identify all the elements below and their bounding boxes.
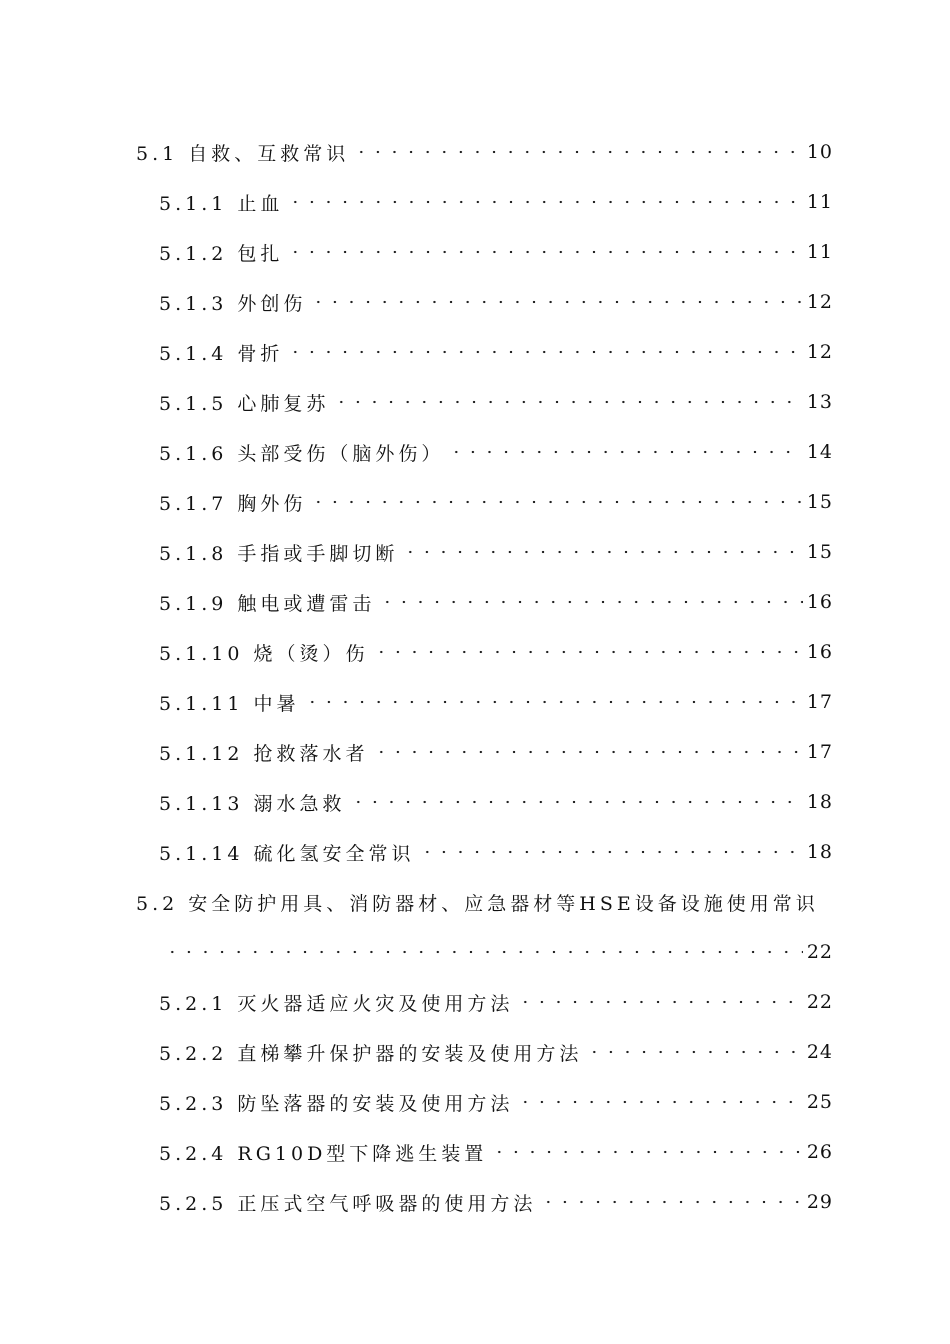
toc-entry-page: 14: [806, 441, 833, 463]
toc-entry[interactable]: [0, 1027, 950, 1077]
toc-entry[interactable]: [0, 527, 950, 577]
toc-entry-number: 5.1.14: [159, 842, 244, 865]
dot-leader: [517, 1100, 802, 1104]
toc-entry-text: 防坠落器的安装及使用方法: [237, 1092, 514, 1115]
toc-entry-page: 12: [806, 291, 833, 313]
dot-leader: [287, 200, 802, 204]
toc-entry-title: [159, 189, 285, 216]
toc-entry[interactable]: [0, 377, 950, 427]
toc-entry-text: 硫化氢安全常识: [253, 842, 415, 865]
toc-entry-title: [159, 339, 285, 366]
dot-leader: [517, 1000, 802, 1004]
toc-entry[interactable]: [0, 427, 950, 477]
toc-entry-number: 5.1.2: [159, 242, 228, 265]
toc-entry[interactable]: [0, 877, 950, 927]
toc-entry[interactable]: [0, 827, 950, 877]
toc-entry-text: 头部受伤（脑外伤）: [237, 442, 445, 465]
toc-entry-text: RG10D型下降逃生装置: [237, 1142, 488, 1165]
toc-entry-number: 5.1.4: [159, 342, 228, 365]
toc-entry-number: 5.1.3: [159, 292, 228, 315]
toc-entry-title: [159, 639, 371, 666]
toc-entry-title: [159, 589, 377, 616]
toc-entry-continuation[interactable]: [0, 927, 950, 977]
toc-entry-text: 包扎: [237, 242, 284, 265]
toc-entry[interactable]: [0, 977, 950, 1027]
toc-entry-text: 心肺复苏: [237, 392, 330, 415]
toc-entry[interactable]: [0, 627, 950, 677]
toc-entry-page: 15: [806, 491, 833, 513]
toc-entry-text: 溺水急救: [253, 792, 346, 815]
toc-entry-title: [159, 1039, 584, 1066]
toc-entry-title: [159, 439, 446, 466]
dot-leader: [373, 750, 803, 754]
toc-entry[interactable]: [0, 777, 950, 827]
toc-entry-page: 22: [806, 991, 833, 1013]
toc-entry[interactable]: [0, 1077, 950, 1127]
toc-entry-text: 安全防护用具、消防器材、应急器材等HSE设备设施使用常识: [188, 892, 819, 915]
toc-entry[interactable]: [0, 127, 950, 177]
toc-entry-number: 5.1.7: [159, 492, 228, 515]
toc-entry-text: 骨折: [237, 342, 284, 365]
toc-entry-title: [159, 789, 348, 816]
toc-entry[interactable]: [0, 1177, 950, 1227]
toc-entry-title: [159, 989, 515, 1016]
toc-entry-title: [136, 889, 821, 916]
toc-entry-number: 5.1.11: [159, 692, 244, 715]
toc-entry-text: 止血: [237, 192, 284, 215]
toc-entry-page: 17: [806, 741, 833, 763]
toc-entry-title: [159, 539, 400, 566]
toc-entry-page: 11: [806, 241, 833, 263]
toc-entry-title: [136, 139, 351, 166]
toc-entry[interactable]: [0, 277, 950, 327]
toc-entry-text: 外创伤: [237, 292, 307, 315]
toc-entry-text: 正压式空气呼吸器的使用方法: [237, 1192, 537, 1215]
dot-leader: [448, 450, 802, 454]
toc-entry-number: 5.2.2: [159, 1042, 228, 1065]
toc-entry-title: [159, 289, 308, 316]
dot-leader: [586, 1050, 802, 1054]
toc-entry-number: 5.2.4: [159, 1142, 228, 1165]
toc-entry[interactable]: [0, 1127, 950, 1177]
toc-entry[interactable]: [0, 227, 950, 277]
toc-entry-title: [159, 1139, 489, 1166]
toc-entry-text: 胸外伤: [237, 492, 307, 515]
toc-entry-title: [159, 489, 308, 516]
toc-entry-number: 5.1.13: [159, 792, 244, 815]
toc-entry-page: 10: [806, 141, 833, 163]
toc-entry-page: 25: [806, 1091, 833, 1113]
dot-leader: [287, 250, 802, 254]
toc-entry-title: [159, 389, 331, 416]
toc-entry-page: 13: [806, 391, 833, 413]
dot-leader: [350, 800, 803, 804]
toc-entry-number: 5.1.8: [159, 542, 228, 565]
dot-leader: [373, 650, 803, 654]
toc-entry-number: 5.2.1: [159, 992, 228, 1015]
dot-leader: [540, 1200, 802, 1204]
toc-entry-number: 5.2: [136, 892, 179, 915]
toc-entry-number: 5.2.5: [159, 1192, 228, 1215]
toc-entry-number: 5.2.3: [159, 1092, 228, 1115]
toc-entry-page: 12: [806, 341, 833, 363]
toc-entry-page: 17: [806, 691, 833, 713]
toc-entry-page: 18: [806, 841, 833, 863]
dot-leader: [333, 400, 802, 404]
toc-entry[interactable]: [0, 327, 950, 377]
toc-entry-number: 5.1: [136, 142, 179, 165]
toc-entry-page: 15: [806, 541, 833, 563]
dot-leader: [164, 950, 803, 954]
toc-entry[interactable]: [0, 677, 950, 727]
toc-entry-page: 22: [806, 941, 833, 963]
toc-entry-text: 直梯攀升保护器的安装及使用方法: [237, 1042, 583, 1065]
toc-entry-text: 触电或遭雷击: [237, 592, 376, 615]
toc-entry-number: 5.1.12: [159, 742, 244, 765]
toc-entry[interactable]: [0, 727, 950, 777]
toc-entry-text: 自救、互救常识: [188, 142, 350, 165]
dot-leader: [287, 350, 802, 354]
dot-leader: [304, 700, 803, 704]
dot-leader: [491, 1150, 803, 1154]
toc-entry-number: 5.1.6: [159, 442, 228, 465]
toc-entry-number: 5.1.9: [159, 592, 228, 615]
toc-entry-title: [159, 1189, 538, 1216]
toc-entry[interactable]: [0, 577, 950, 627]
toc-entry[interactable]: [0, 477, 950, 527]
toc-entry-page: 24: [806, 1041, 833, 1063]
toc-entry-number: 5.1.5: [159, 392, 228, 415]
toc-entry-number: 5.1.1: [159, 192, 228, 215]
toc-entry-page: 16: [806, 641, 833, 663]
toc-entry-title: [159, 839, 417, 866]
toc-entry-text: 灭火器适应火灾及使用方法: [237, 992, 514, 1015]
toc-entry-text: 手指或手脚切断: [237, 542, 399, 565]
toc-entry-text: 烧（烫）伤: [253, 642, 369, 665]
toc-entry-page: 29: [806, 1191, 833, 1213]
dot-leader: [379, 600, 802, 604]
table-of-contents: [0, 127, 950, 1227]
toc-entry-page: 26: [806, 1141, 833, 1163]
dot-leader: [310, 300, 802, 304]
toc-entry-title: [159, 1089, 515, 1116]
toc-entry-page: 16: [806, 591, 833, 613]
toc-entry-title: [159, 739, 371, 766]
toc-entry-title: [159, 239, 285, 266]
toc-entry-text: 抢救落水者: [253, 742, 369, 765]
toc-entry-title: [159, 689, 302, 716]
toc-entry-number: 5.1.10: [159, 642, 244, 665]
dot-leader: [419, 850, 803, 854]
toc-entry-page: 11: [806, 191, 833, 213]
toc-entry-text: 中暑: [253, 692, 300, 715]
toc-entry[interactable]: [0, 177, 950, 227]
toc-entry-page: 18: [806, 791, 833, 813]
dot-leader: [402, 550, 802, 554]
dot-leader: [310, 500, 802, 504]
dot-leader: [353, 150, 803, 154]
